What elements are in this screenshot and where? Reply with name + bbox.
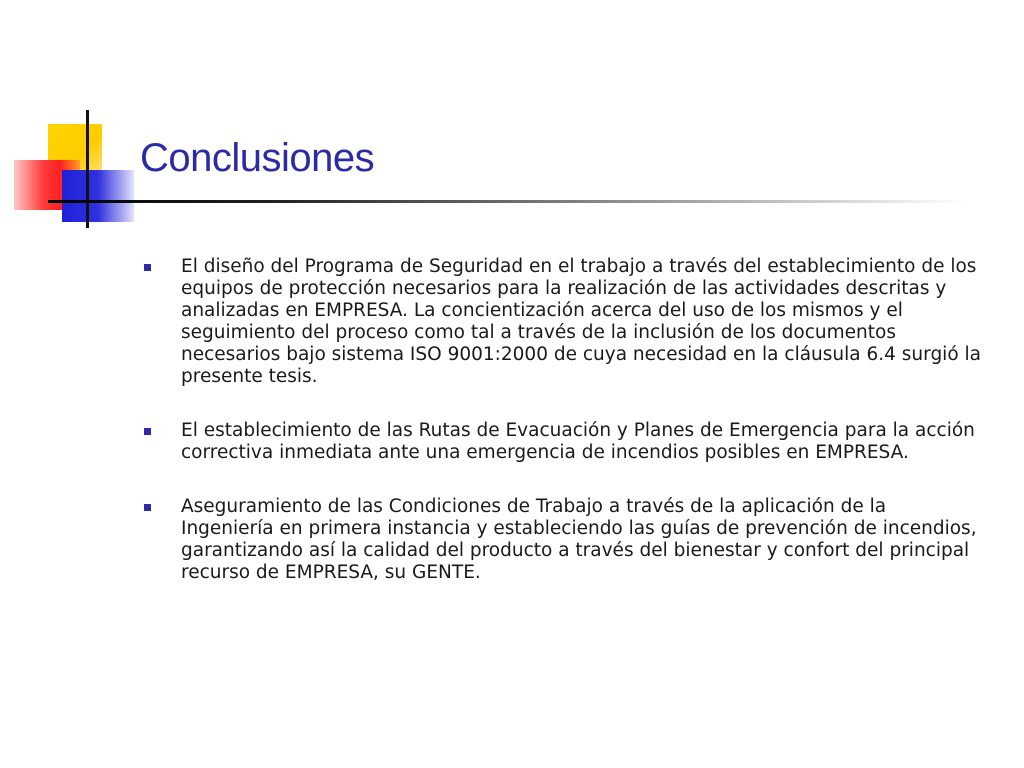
bullet-item [144,256,984,388]
bullet-list [144,256,984,616]
square-bullet-icon [144,504,151,511]
bullet-text: El diseño del Programa de Seguridad en el trabajo a través del establecimiento de los equipos de protección necesarios para la realización de las actividades descritas y analizadas en EMPRESA. La concientización acerca del uso de los mismos y el seguimiento del proceso como tal a través de la inclusión de los documentos necesarios bajo sistema ISO 9001:2000 de cuya necesidad en la cláusula 6.4 surgió la presente tesis. [181,256,981,387]
slide-title: Conclusiones [140,136,375,180]
title-underline-rule [48,200,968,203]
blue-square-decoration [62,170,134,222]
vertical-rule-decoration [86,110,89,228]
bullet-item [144,420,984,464]
bullet-item [144,496,984,584]
bullet-text: El establecimiento de las Rutas de Evacuación y Planes de Emergencia para la acción correctiva inmediata ante una emergencia de incendios posibles en EMPRESA. [181,420,975,463]
square-bullet-icon [144,428,151,435]
square-bullet-icon [144,264,151,271]
bullet-text: Aseguramiento de las Condiciones de Trabajo a través de la aplicación de la Ingeniería en primera instancia y estableciendo las guías de prevención de incendios, garantizando así la calidad del producto a través del bienestar y confort del principal recurso de EMPRESA, su GENTE. [181,496,977,583]
